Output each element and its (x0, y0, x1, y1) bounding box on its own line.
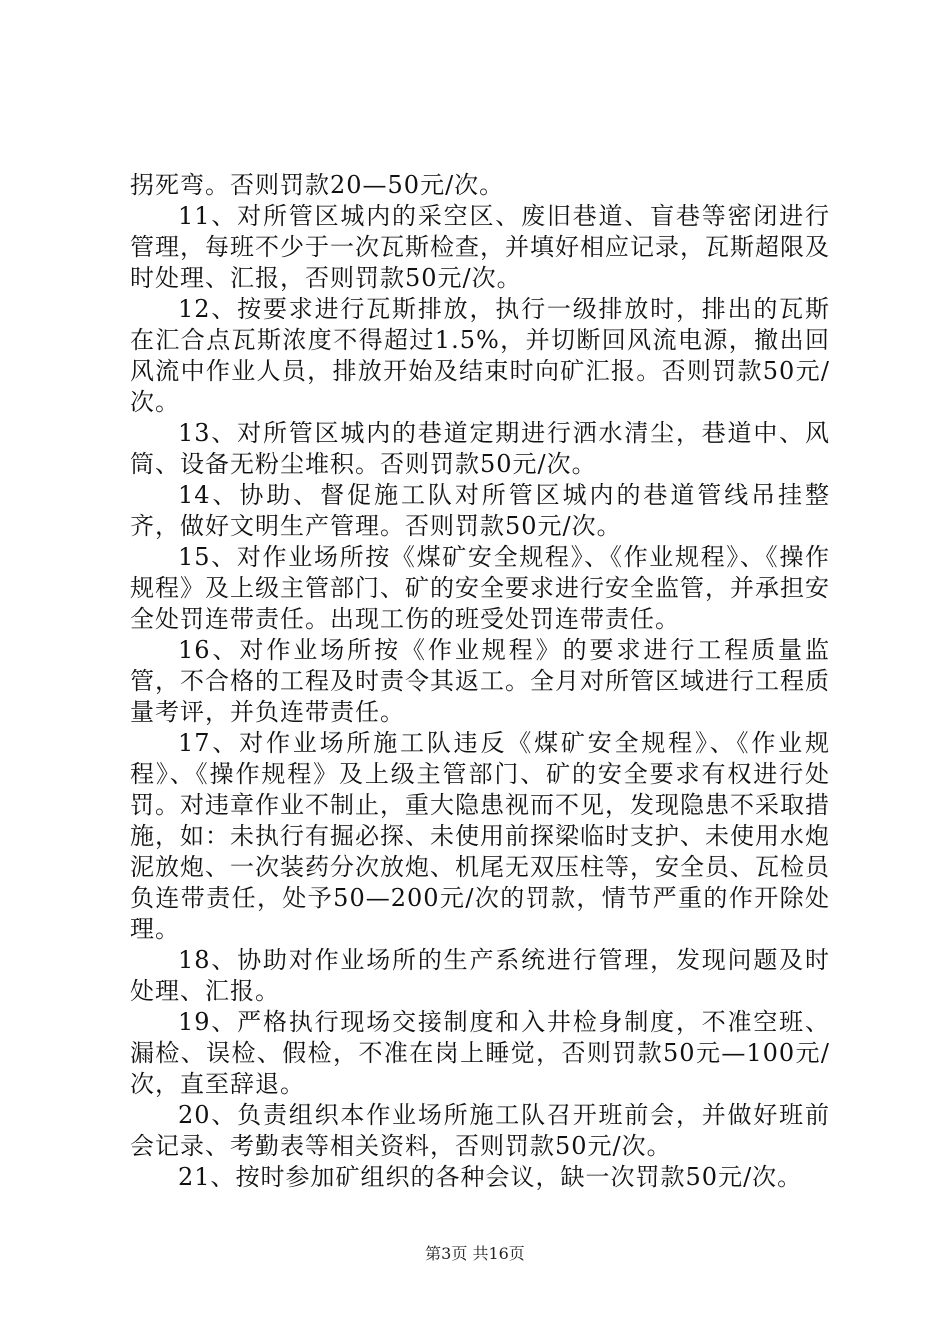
paragraph-item-14: 14、协助、督促施工队对所管区城内的巷道管线吊挂整齐，做好文明生产管理。否则罚款50元/次。 (130, 481, 830, 540)
page-footer: 第3页 共16页 (425, 1244, 525, 1263)
paragraph-item-15: 15、对作业场所按《煤矿安全规程》、《作业规程》、《操作规程》及上级主管部门、矿的安全要求进行安全监管，并承担安全处罚连带责任。出现工伤的班受处罚连带责任。 (130, 543, 830, 633)
paragraph-item-13: 13、对所管区城内的巷道定期进行洒水清尘，巷道中、风筒、设备无粉尘堆积。否则罚款50元/次。 (130, 419, 830, 478)
paragraph-item-11: 11、对所管区城内的采空区、废旧巷道、盲巷等密闭进行管理，每班不少于一次瓦斯检查，并填好相应记录，瓦斯超限及时处理、汇报，否则罚款50元/次。 (130, 202, 830, 292)
paragraph-item-19: 19、严格执行现场交接制度和入井检身制度，不准空班、漏检、误检、假检，不准在岗上睡觉，否则罚款50元—100元/次，直至辞退。 (130, 1008, 830, 1098)
paragraph-item-18: 18、协助对作业场所的生产系统进行管理，发现问题及时处理、汇报。 (130, 946, 830, 1005)
paragraph-item-17: 17、对作业场所施工队违反《煤矿安全规程》、《作业规程》、《操作规程》及上级主管部门、矿的安全要求有权进行处罚。对违章作业不制止，重大隐患视而不见，发现隐患不采取措施，如：未执行有掘必探、未使用前探梁临时支护、未使用水炮泥放炮、一次装药分次放炮、机尾无双压柱等，安全员、瓦检员负连带责任，处予50—200元/次的罚款，情节严重的作开除处理。 (130, 729, 830, 943)
paragraph-item-16: 16、对作业场所按《作业规程》的要求进行工程质量监管，不合格的工程及时责令其返工。全月对所管区域进行工程质量考评，并负连带责任。 (130, 636, 830, 726)
paragraph-item-12: 12、按要求进行瓦斯排放，执行一级排放时，排出的瓦斯在汇合点瓦斯浓度不得超过1.5%，并切断回风流电源，撤出回风流中作业人员，排放开始及结束时向矿汇报。否则罚款50元/次。 (130, 295, 830, 416)
paragraph-item-21: 21、按时参加矿组织的各种会议，缺一次罚款50元/次。 (178, 1163, 803, 1191)
body-text (130, 170, 830, 1193)
paragraph-continuation: 拐死弯。否则罚款20—50元/次。 (130, 171, 505, 199)
paragraph-item-20: 20、负责组织本作业场所施工队召开班前会，并做好班前会记录、考勤表等相关资料，否则罚款50元/次。 (130, 1101, 830, 1160)
